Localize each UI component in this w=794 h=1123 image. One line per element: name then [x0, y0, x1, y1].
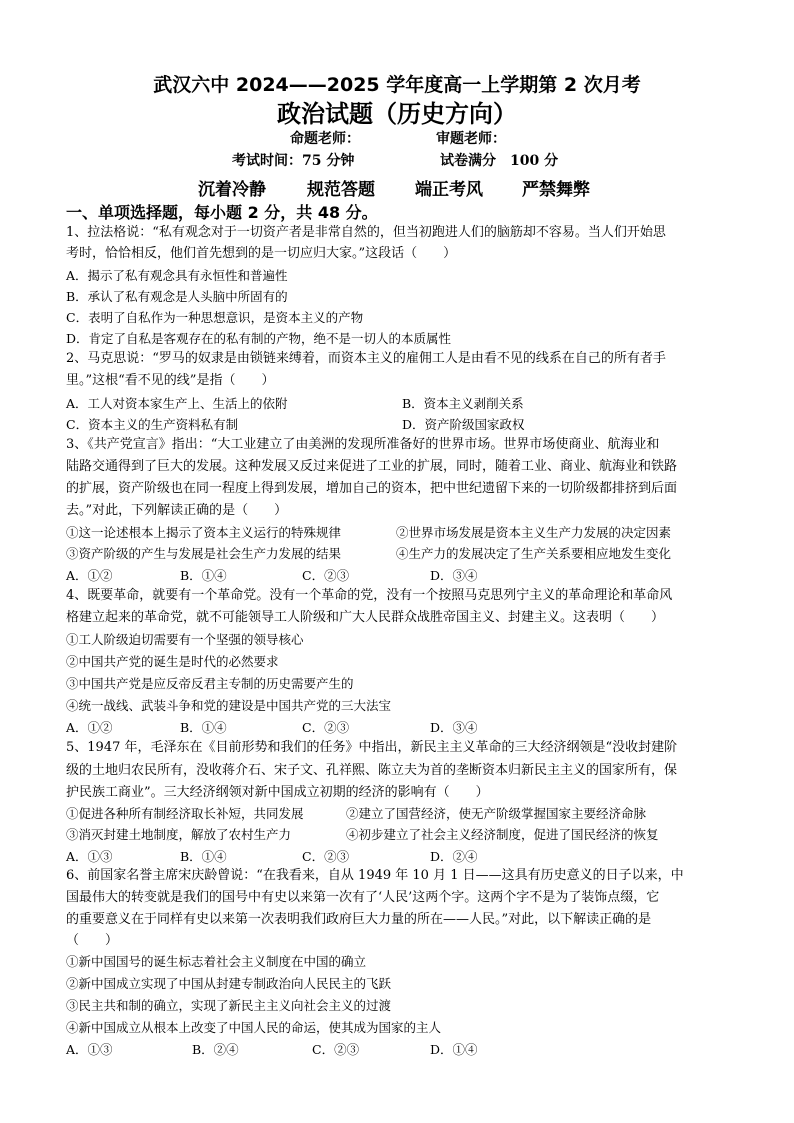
- question-3-option-a: A．①②: [66, 568, 113, 583]
- question-2-option-c: C．资本主义的生产资料私有制: [66, 417, 239, 432]
- motto-4: 严禁舞弊: [522, 180, 590, 200]
- question-2-option-a: A．工人对资本家生产上、生活上的依附: [66, 396, 288, 411]
- question-5-statement-2: ②建立了国营经济，使无产阶级掌握国家主要经济命脉: [346, 806, 647, 821]
- question-6-option-c: C．②③: [312, 1042, 360, 1057]
- setter-label: 命题老师：: [290, 131, 360, 147]
- question-6-option-d: D．①④: [430, 1042, 478, 1057]
- question-2-stem-line-2: 里。”这根“看不见的线”是指（ ）: [66, 373, 275, 388]
- question-6-option-a: A．①③: [66, 1042, 113, 1057]
- question-1-option-d: D．肯定了自私是客观存在的私有制的产物，绝不是一切人的本质属性: [66, 331, 452, 346]
- full-score-label: 试卷满分 100 分: [440, 153, 559, 169]
- question-5-stem-line-3: 护民族工商业”。三大经济纲领对新中国成立初期的经济的影响有（ ）: [66, 785, 489, 800]
- question-4-option-d: D．③④: [430, 720, 478, 735]
- question-5-stem-line-2: 级的土地归农民所有，没收蒋介石、宋子文、孔祥熙、陈立夫为首的垄断资本归新民主主义的国家所有，保: [66, 763, 678, 778]
- question-1-option-a: A．揭示了私有观念具有永恒性和普遍性: [66, 268, 288, 283]
- question-5-statement-3: ③消灭封建土地制度，解放了农村生产力: [66, 827, 292, 842]
- question-5-option-d: D．②④: [430, 849, 478, 864]
- question-4-statement-2: ②中国共产党的诞生是时代的必然要求: [66, 654, 279, 669]
- question-5-option-b: B．①④: [180, 849, 227, 864]
- question-5-statement-4: ④初步建立了社会主义经济制度，促进了国民经济的恢复: [346, 827, 659, 842]
- question-3-option-b: B．①④: [180, 568, 227, 583]
- question-5-option-c: C．②③: [302, 849, 350, 864]
- question-6-statement-1: ①新中国国号的诞生标志着社会主义制度在中国的确立: [66, 954, 367, 969]
- question-3-option-c: C．②③: [302, 568, 350, 583]
- question-6-statement-2: ②新中国成立实现了中国从封建专制政治向人民民主的飞跃: [66, 976, 392, 991]
- question-3-statement-2: ②世界市场发展是资本主义生产力发展的决定因素: [396, 525, 672, 540]
- question-3-option-d: D．③④: [430, 568, 478, 583]
- question-4-option-c: C．②③: [302, 720, 350, 735]
- exam-subject-title: 政治试题（历史方向）: [277, 100, 517, 128]
- question-1-option-b: B．承认了私有观念是人头脑中所固有的: [66, 289, 288, 304]
- question-6-stem-line-1: 6、前国家名誉主席宋庆龄曾说：“在我看来，自从 1949 年 10 月 1 日——这具有历史意义的日子以来，中: [66, 868, 684, 883]
- question-6-stem-line-3: 的重要意义在于同样有史以来第一次表明我们政府巨大力量的所在——人民。”对此，以下解读正确的是: [66, 912, 652, 927]
- question-2-option-b: B．资本主义剥削关系: [402, 396, 524, 411]
- question-6-statement-3: ③民主共和制的确立，实现了新民主主义向社会主义的过渡: [66, 998, 392, 1013]
- question-6-stem-line-4: （ ）: [66, 933, 119, 948]
- question-1-option-c: C．表明了自私作为一种思想意识，是资本主义的产物: [66, 310, 364, 325]
- exam-school-title: 武汉六中 2024——2025 学年度高一上学期第 2 次月考: [153, 74, 641, 96]
- motto-1: 沉着冷静: [198, 180, 266, 200]
- question-3-statement-4: ④生产力的发展决定了生产关系要相应地发生变化: [396, 546, 672, 561]
- question-4-stem-line-1: 4、既要革命，就要有一个革命党。没有一个革命的党，没有一个按照马克思列宁主义的革命理论和革命风: [66, 588, 673, 603]
- question-3-statement-1: ①这一论述根本上揭示了资本主义运行的特殊规律: [66, 525, 342, 540]
- question-4-stem-line-2: 格建立起来的革命党，就不可能领导工人阶级和广大人民群众战胜帝国主义、封建主义。这表明（ ）: [66, 610, 665, 625]
- question-3-stem-line-4: 去。”对此，下列解读正确的是（ ）: [66, 503, 288, 518]
- question-1-stem-line-1: 1、拉法格说：“私有观念对于一切资产者是非常自然的，但当初跑进人们的脑筋却不容易。当人们开始思: [66, 225, 666, 240]
- question-3-statement-3: ③资产阶级的产生与发展是社会生产力发展的结果: [66, 546, 342, 561]
- reviewer-label: 审题老师：: [436, 131, 506, 147]
- question-4-statement-4: ④统一战线、武装斗争和党的建设是中国共产党的三大法宝: [66, 698, 392, 713]
- question-6-stem-line-2: 国最伟大的转变就是我们的国号中有史以来第一次有了‘人民’这两个字。这两个字不是为了装饰点缀，它: [66, 890, 660, 905]
- question-4-option-b: B．①④: [180, 720, 227, 735]
- question-6-option-b: B．②④: [192, 1042, 239, 1057]
- question-3-stem-line-2: 陆路交通得到了巨大的发展。这种发展又反过来促进了工业的扩展，同时，随着工业、商业、航海业和铁路: [66, 459, 678, 474]
- question-4-statement-3: ③中国共产党是应反帝反君主专制的历史需要产生的: [66, 676, 354, 691]
- question-1-stem-line-2: 考时，恰恰相反，他们首先想到的是一切应归大家。”这段话（ ）: [66, 246, 457, 261]
- question-5-option-a: A．①③: [66, 849, 113, 864]
- question-2-stem-line-1: 2、马克思说：“罗马的奴隶是由锁链来缚着，而资本主义的雇佣工人是由看不见的线系在自己的所有者手: [66, 351, 666, 366]
- motto-2: 规范答题: [307, 180, 375, 200]
- question-4-option-a: A．①②: [66, 720, 113, 735]
- question-2-option-d: D．资产阶级国家政权: [402, 417, 525, 432]
- question-3-stem-line-3: 的扩展，资产阶级也在同一程度上得到发展，增加自己的资本，把中世纪遗留下来的一切阶级都排挤到后面: [66, 481, 678, 496]
- question-5-stem-line-1: 5、1947 年，毛泽东在《目前形势和我们的任务》中指出，新民主主义革命的三大经济纲领是“没收封建阶: [66, 740, 678, 755]
- question-3-stem-line-1: 3、《共产党宣言》指出：“大工业建立了由美洲的发现所准备好的世界市场。世界市场使商业、航海业和: [66, 437, 660, 452]
- question-5-statement-1: ①促进各种所有制经济取长补短，共同发展: [66, 806, 304, 821]
- section-title: 一、单项选择题，每小题 2 分，共 48 分。: [66, 203, 378, 222]
- exam-time-label: 考试时间：75 分钟: [232, 153, 355, 169]
- question-4-statement-1: ①工人阶级迫切需要有一个坚强的领导核心: [66, 632, 304, 647]
- motto-3: 端正考风: [415, 180, 483, 200]
- question-6-statement-4: ④新中国成立从根本上改变了中国人民的命运，使其成为国家的主人: [66, 1020, 442, 1035]
